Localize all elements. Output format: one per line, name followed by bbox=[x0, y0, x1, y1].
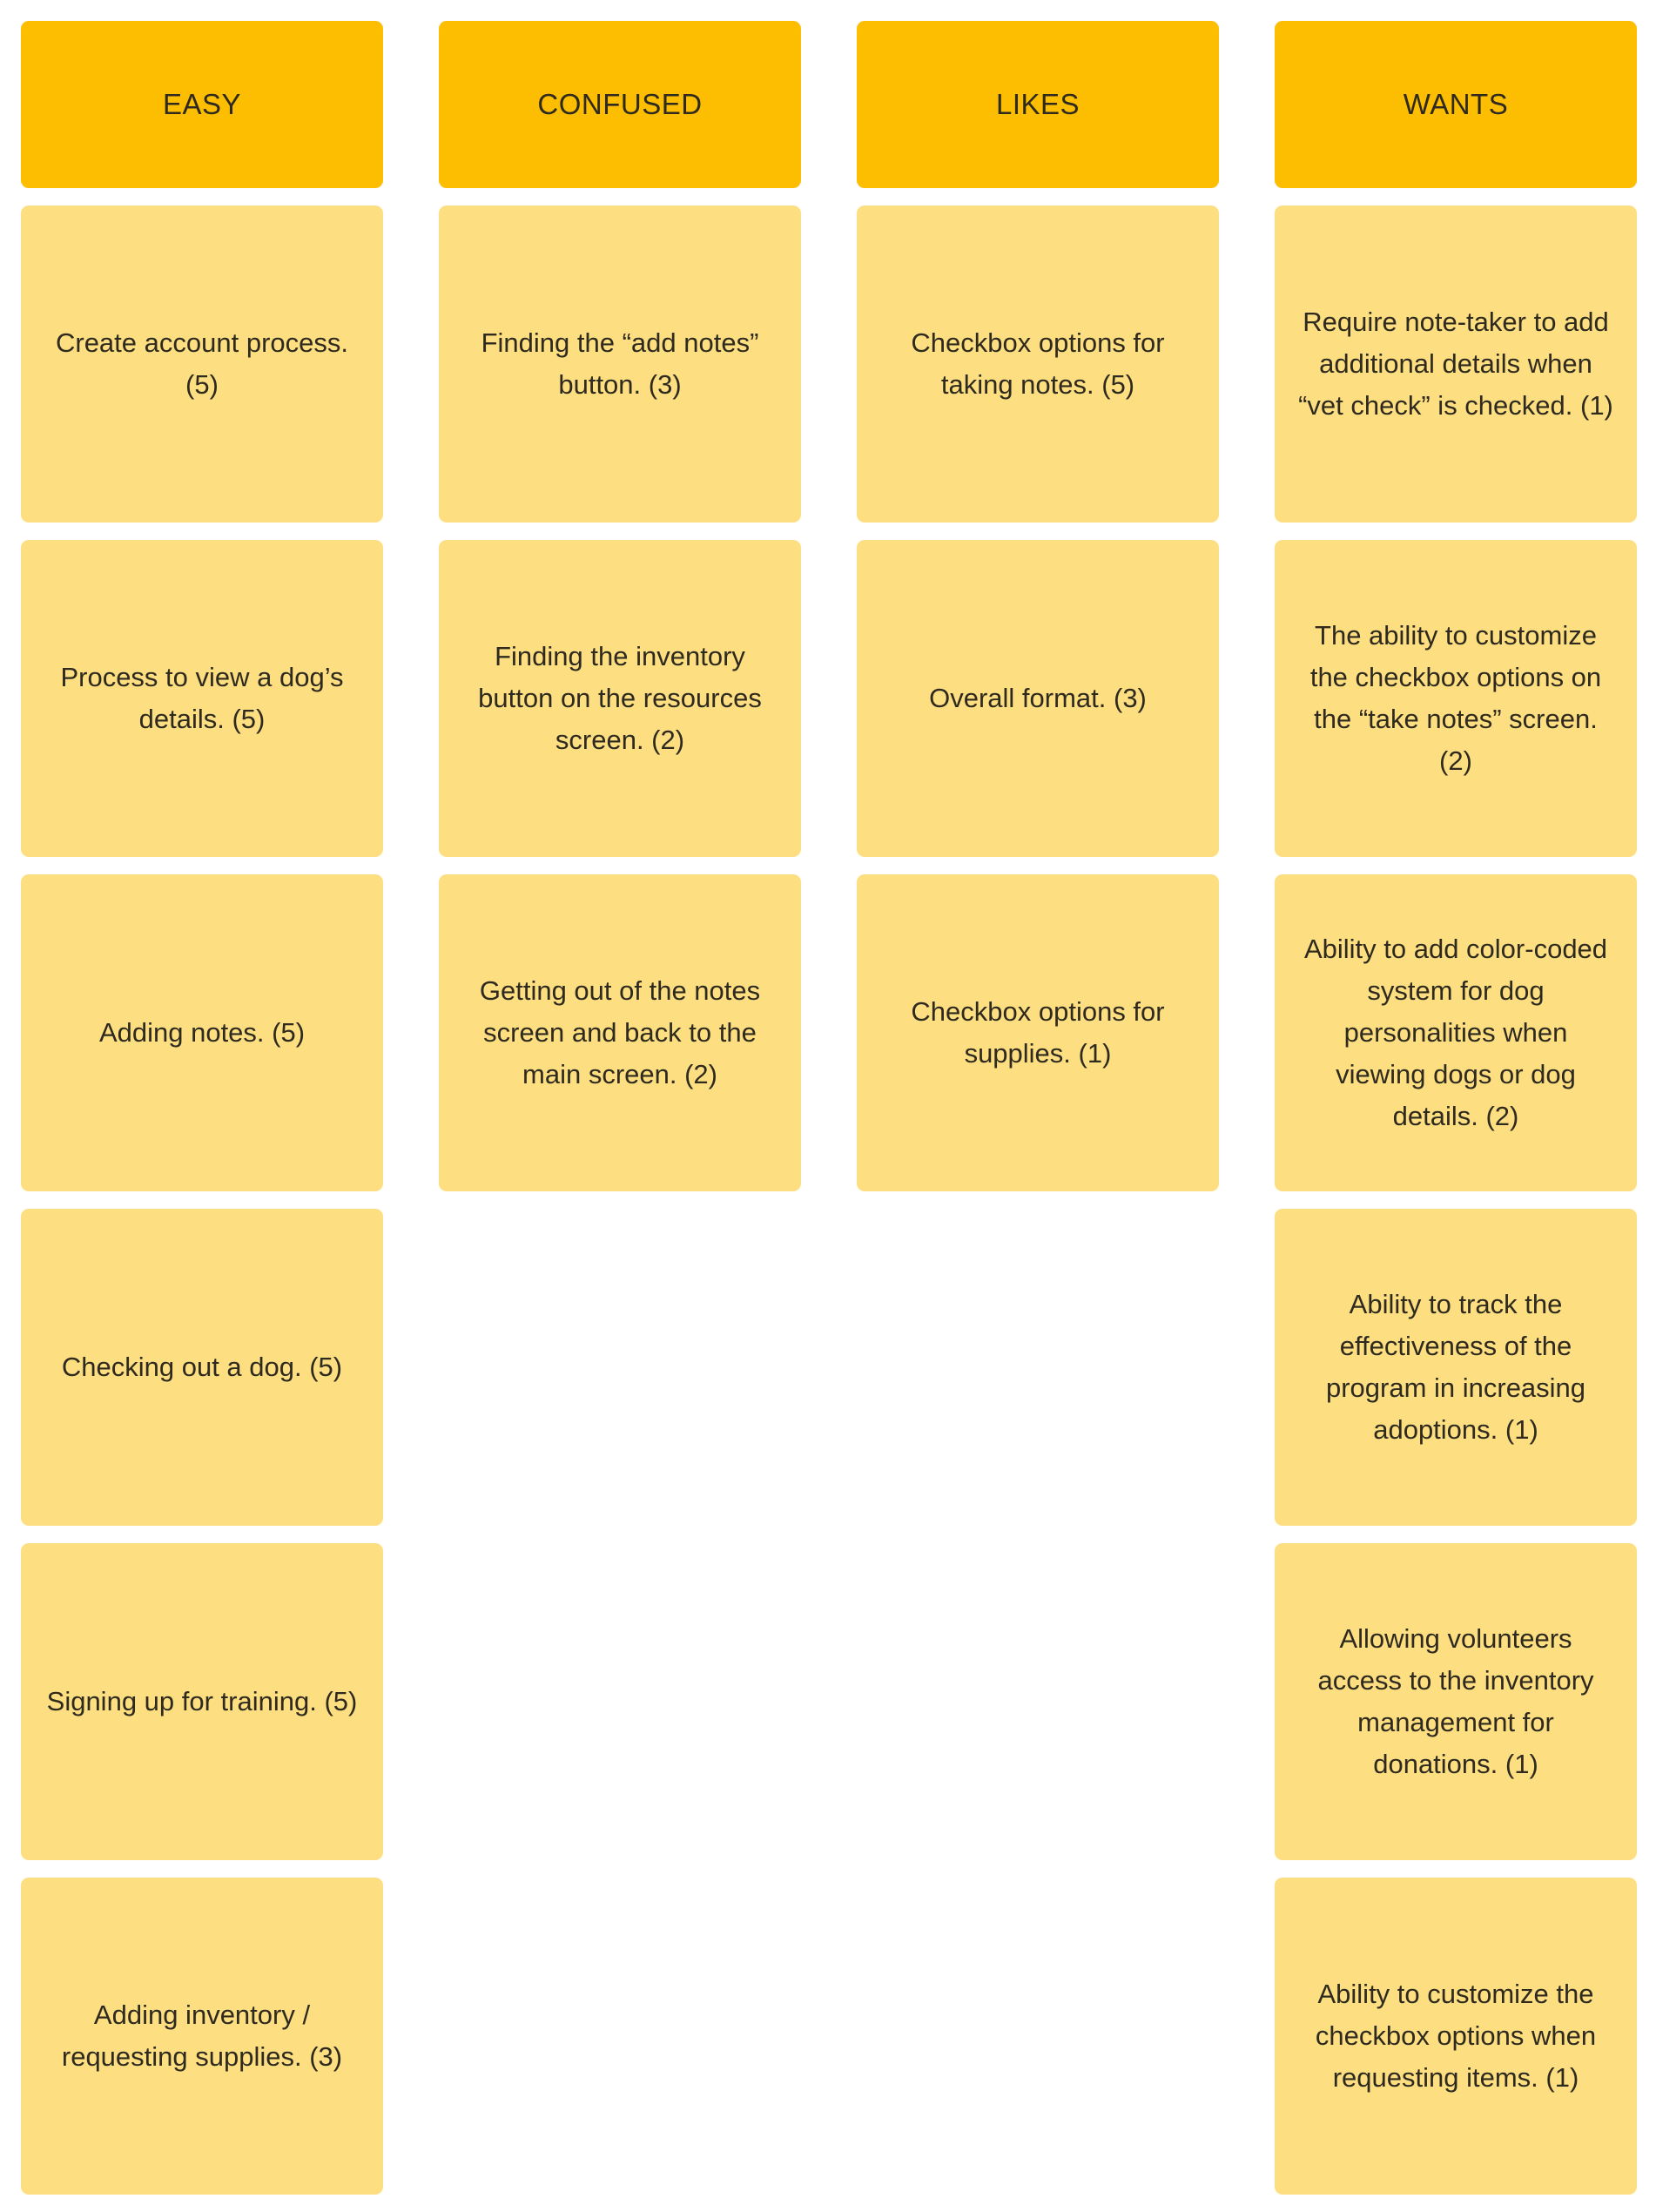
sticky-note[interactable] bbox=[1275, 1543, 1637, 1860]
column-header-confused: CONFUSED bbox=[439, 21, 801, 188]
sticky-note-text: Require note-taker to add additional details when “vet check” is checked. (1) bbox=[1298, 307, 1613, 421]
column-confused bbox=[439, 21, 801, 1191]
column-header-wants: WANTS bbox=[1275, 21, 1637, 188]
sticky-note-text: Adding notes. (5) bbox=[98, 1017, 306, 1048]
column-wants bbox=[1275, 21, 1637, 2195]
sticky-note-text: Finding the “add notes” button. (3) bbox=[481, 327, 759, 400]
column-cards-likes bbox=[857, 206, 1219, 1191]
sticky-note[interactable] bbox=[857, 874, 1219, 1191]
sticky-note[interactable] bbox=[1275, 1209, 1637, 1526]
column-easy bbox=[21, 21, 383, 2195]
sticky-note-text: Allowing volunteers access to the inventory management for donations. (1) bbox=[1317, 1623, 1594, 1779]
sticky-note[interactable] bbox=[1275, 874, 1637, 1191]
sticky-note[interactable] bbox=[21, 1209, 383, 1526]
sticky-note-text: Ability to add color-coded system for dog personalities when viewing dogs or dog details. (2) bbox=[1303, 934, 1608, 1131]
sticky-note-text: Finding the inventory button on the resources screen. (2) bbox=[478, 641, 762, 755]
sticky-note-text: Ability to track the effectiveness of the program in increasing adoptions. (1) bbox=[1325, 1289, 1586, 1445]
column-header-easy: EASY bbox=[21, 21, 383, 188]
sticky-note-text: Checking out a dog. (5) bbox=[61, 1352, 343, 1382]
sticky-note[interactable] bbox=[439, 540, 801, 857]
sticky-note-text: Ability to customize the checkbox options when requesting items. (1) bbox=[1315, 1979, 1597, 2093]
sticky-note-text: The ability to customize the checkbox options on the “take notes” screen. (2) bbox=[1309, 620, 1602, 776]
sticky-note-text: Adding inventory / requesting supplies. (3) bbox=[61, 2000, 343, 2072]
sticky-note[interactable] bbox=[439, 874, 801, 1191]
sticky-note[interactable] bbox=[1275, 540, 1637, 857]
sticky-note[interactable] bbox=[21, 1878, 383, 2195]
sticky-note[interactable] bbox=[21, 874, 383, 1191]
sticky-note-text: Checkbox options for supplies. (1) bbox=[911, 996, 1165, 1069]
column-cards-easy bbox=[21, 206, 383, 2195]
sticky-note[interactable] bbox=[21, 540, 383, 857]
sticky-note[interactable] bbox=[21, 1543, 383, 1860]
sticky-note[interactable] bbox=[857, 206, 1219, 523]
sticky-note[interactable] bbox=[857, 540, 1219, 857]
column-cards-wants bbox=[1275, 206, 1637, 2195]
column-likes bbox=[857, 21, 1219, 1191]
sticky-note[interactable] bbox=[439, 206, 801, 523]
sticky-note-text: Overall format. (3) bbox=[929, 683, 1147, 713]
sticky-note-text: Signing up for training. (5) bbox=[46, 1686, 358, 1716]
sticky-note-text: Create account process. (5) bbox=[55, 327, 348, 400]
sticky-note[interactable] bbox=[1275, 206, 1637, 523]
column-cards-confused bbox=[439, 206, 801, 1191]
sticky-note[interactable] bbox=[1275, 1878, 1637, 2195]
sticky-note-text: Checkbox options for taking notes. (5) bbox=[911, 327, 1165, 400]
sticky-note-text: Getting out of the notes screen and back to the main screen. (2) bbox=[479, 975, 761, 1089]
sticky-note-text: Process to view a dog’s details. (5) bbox=[60, 662, 344, 734]
column-header-likes: LIKES bbox=[857, 21, 1219, 188]
sticky-note[interactable] bbox=[21, 206, 383, 523]
